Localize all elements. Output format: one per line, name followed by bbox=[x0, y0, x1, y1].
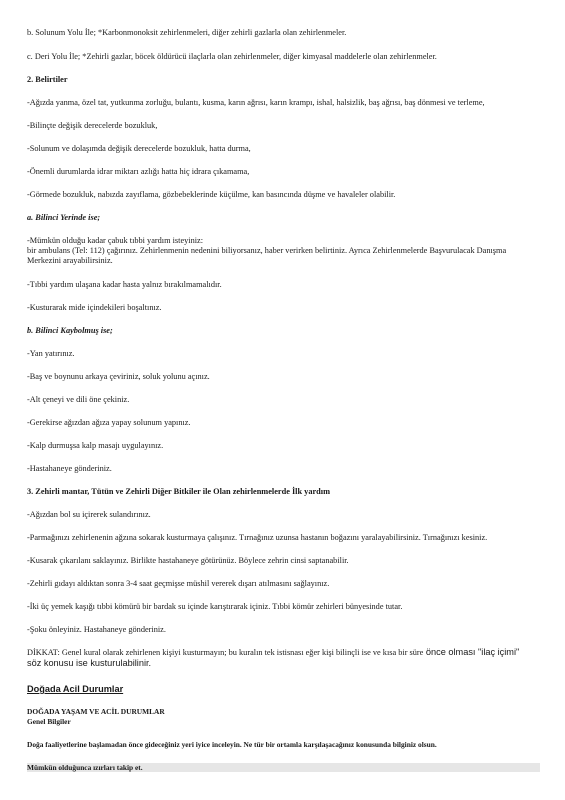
dikkat-note-sans: önce olması "ilaç içimi" bbox=[423, 647, 520, 657]
mumkun-text: Mümkün olduğunca ızırları takip et. bbox=[27, 763, 540, 772]
text-solunum-yolu: b. Solunum Yolu İle; *Karbonmonoksit zehirlenmeleri, diğer zehirli gazlarla olan zehirlenmeler. bbox=[27, 28, 347, 37]
heading-belirtiler: 2. Belirtiler bbox=[27, 75, 68, 84]
heading-zehirli-mantar: 3. Zehirli mantar, Tütün ve Zehirli Diğer Bitkiler ile Olan zehirlenmelerde İlk yardım bbox=[27, 487, 330, 496]
text-deri-yolu: c. Deri Yolu İle; *Zehirli gazlar, böcek öldürücü ilaçlarla olan zehirlenmeler, diğer kimyasal maddelerle olan zehirlenmeler. bbox=[27, 52, 437, 61]
list-item: -Hastahaneye gönderiniz. bbox=[27, 464, 112, 473]
list-item: -Gerekirse ağızdan ağıza yapay solunum yapınız. bbox=[27, 418, 191, 427]
dikkat-note bbox=[27, 647, 542, 669]
list-item: -Zehirli gıdayı aldıktan sonra 3-4 saat geçmişse müshil vererek dışarı atılmasını sağlayınız. bbox=[27, 579, 330, 588]
list-item: -Ağızda yanma, özel tat, yutkunma zorluğu, bulantı, kusma, karın ağrısı, karın krampı, ishal, halsizlik, baş ağrısı, baş dönmesi ve terleme, bbox=[27, 98, 485, 107]
dogada-acil-durumlar-link[interactable]: Doğada Acil Durumlar bbox=[27, 684, 124, 694]
list-item: -Önemli durumlarda idrar miktarı azlığı hatta hiç idrara çıkamama, bbox=[27, 167, 250, 176]
list-item: -Bilinçte değişik derecelerde bozukluk, bbox=[27, 121, 158, 130]
dogada-yasam-title: DOĞADA YAŞAM VE ACİL DURUMLAR bbox=[27, 707, 165, 716]
doga-faaliyet-text: Doğa faaliyetlerine başlamadan önce gideceğiniz yeri iyice inceleyin. Ne tür bir ortamla karşılaşacağınız konusunda bilginiz olsun. bbox=[27, 740, 437, 749]
list-item: -Mümkün olduğu kadar çabuk tıbbi yardım isteyiniz: bbox=[27, 236, 204, 245]
list-item: -Kusturarak mide içindekileri boşaltınız. bbox=[27, 303, 162, 312]
list-item: -Ağızdan bol su içirerek sulandırınız. bbox=[27, 510, 151, 519]
list-item: -Tıbbi yardım ulaşana kadar hasta yalnız bırakılmamalıdır. bbox=[27, 280, 222, 289]
list-item: -Solunum ve dolaşımda değişik derecelerde bozukluk, hatta durma, bbox=[27, 144, 251, 153]
genel-bilgiler-subtitle: Genel Bilgiler bbox=[27, 717, 71, 726]
list-item: -Görmede bozukluk, nabızda zayıflama, gözbebeklerinde küçülme, kan basıncında düşme ve havaleler olabilir. bbox=[27, 190, 396, 199]
list-item: -Alt çeneyi ve dili öne çekiniz. bbox=[27, 395, 130, 404]
heading-bilinci-yerinde: a. Bilinci Yerinde ise; bbox=[27, 213, 101, 222]
list-item: -İki üç yemek kaşığı tıbbi kömürü bir bardak su içinde karıştırarak içiniz. Tıbbi kömür zehirleri bünyesinde tutar. bbox=[27, 602, 403, 611]
list-item: -Şoku önleyiniz. Hastahaneye gönderiniz. bbox=[27, 625, 166, 634]
list-item-continuation: bir ambulans (Tel: 112) çağırınız. Zehirlenmenin nedenini biliyorsanız, haber verirken belirtiniz. Ayrıca Zehirlenmelerde Başvurulacak Danışma Merkezini arayabilirsiniz. bbox=[27, 246, 507, 265]
heading-bilinci-kaybolmus: b. Bilinci Kaybolmuş ise; bbox=[27, 326, 113, 335]
list-item: -Baş ve boynunu arkaya çeviriniz, soluk yolunu açınız. bbox=[27, 372, 210, 381]
list-item: -Kalp durmuşsa kalp masajı uygulayınız. bbox=[27, 441, 164, 450]
dikkat-note-sans-2: söz konusu ise kusturulabilinir. bbox=[27, 658, 152, 668]
dikkat-note-serif: DİKKAT: Genel kural olarak zehirlenen kişiyi kusturmayın; bu kuralın tek istisnası eğer kişi bilinçli ise ve kısa bir süre bbox=[27, 648, 424, 657]
list-item: -Yan yatırınız. bbox=[27, 349, 75, 358]
list-item: -Parmağınızı zehirlenenin ağzına sokarak kusturmaya çalışınız. Tırnağınız uzunsa hastanın boğazını yaralayabilirsiniz. Tırnağınızı kesiniz. bbox=[27, 533, 488, 542]
list-item: -Kusarak çıkarılanı saklayınız. Birlikte hastahaneye götürünüz. Böylece zehrin cinsi saptanabilir. bbox=[27, 556, 349, 565]
